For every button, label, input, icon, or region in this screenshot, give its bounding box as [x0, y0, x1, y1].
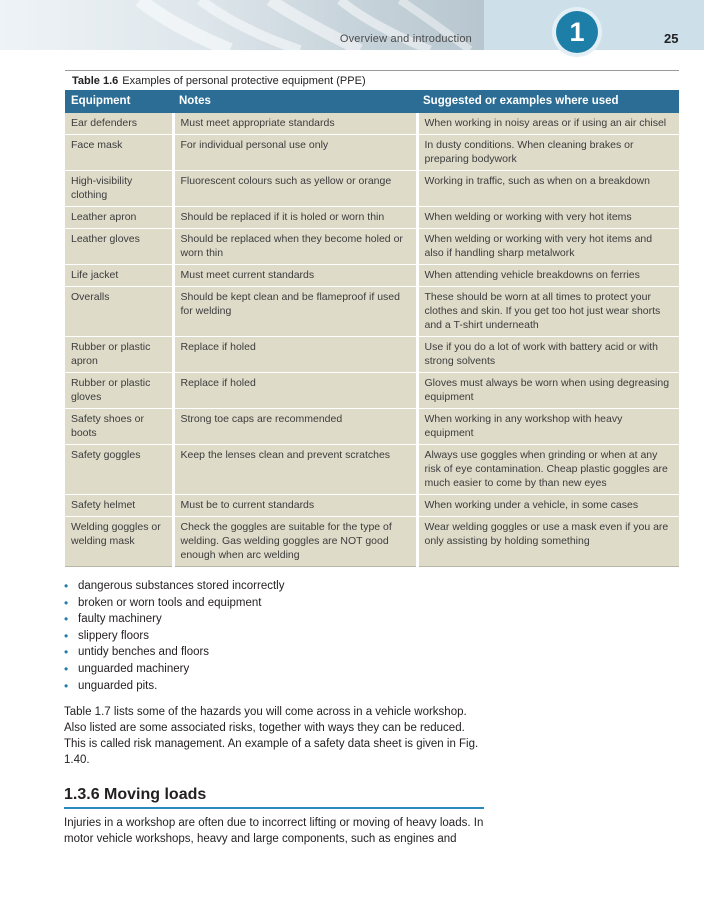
body-paragraph: Table 1.7 lists some of the hazards you will come across in a vehicle workshop. Also listed are some associated risks, together with ways they can be reduced. This is called risk management. An example of a safety data sheet is given in Fig. 1.40. — [64, 706, 479, 766]
cell-equipment: Safety goggles — [65, 445, 173, 495]
cell-equipment: Rubber or plastic apron — [65, 337, 173, 373]
table-row — [65, 265, 679, 287]
cell-where-used: When working in any workshop with heavy equipment — [417, 409, 679, 445]
section-heading: 1.3.6 Moving loads — [64, 786, 207, 803]
bullet-icon: • — [64, 595, 69, 610]
table-row — [65, 113, 679, 135]
list-item — [64, 628, 284, 645]
cell-equipment: Ear defenders — [65, 113, 173, 135]
list-item-text: untidy benches and floors — [78, 646, 210, 659]
list-item-text: broken or worn tools and equipment — [78, 596, 262, 609]
cell-equipment: Overalls — [65, 287, 173, 337]
cell-notes: Keep the lenses clean and prevent scratches — [173, 445, 417, 495]
cell-where-used: Always use goggles when grinding or when at any risk of eye contamination. Cheap plastic goggles are much easier to come by than new eyes — [417, 445, 679, 495]
table-row — [65, 171, 679, 207]
cell-notes: Should be replaced if it is holed or worn thin — [173, 207, 417, 229]
table-header-row — [65, 90, 679, 113]
cell-notes: Strong toe caps are recommended — [173, 409, 417, 445]
list-item — [64, 678, 284, 695]
table-caption-text: Examples of personal protective equipment (PPE) — [122, 75, 366, 87]
bullet-icon: • — [64, 661, 69, 676]
table-row — [65, 445, 679, 495]
table-row — [65, 495, 679, 517]
cell-where-used: When welding or working with very hot items — [417, 207, 679, 229]
list-item-text: unguarded pits. — [78, 679, 158, 692]
cell-notes: Fluorescent colours such as yellow or orange — [173, 171, 417, 207]
cell-where-used: When working under a vehicle, in some cases — [417, 495, 679, 517]
bullet-icon: • — [64, 612, 69, 627]
page-header — [0, 0, 704, 50]
bullet-icon: • — [64, 645, 69, 660]
cell-where-used: Working in traffic, such as when on a breakdown — [417, 171, 679, 207]
cell-where-used: These should be worn at all times to protect your clothes and skin. If you get too hot just wear shorts and a T-shirt underneath — [417, 287, 679, 337]
list-item — [64, 595, 284, 612]
table-label: Table 1.6 — [72, 75, 119, 87]
cell-notes: Should be replaced when they become holed or worn thin — [173, 229, 417, 265]
cell-equipment: Safety shoes or boots — [65, 409, 173, 445]
list-item-text: slippery floors — [78, 629, 149, 642]
running-head: Overview and introduction — [339, 33, 472, 45]
cell-where-used: When welding or working with very hot items and also if handling sharp metalwork — [417, 229, 679, 265]
cell-notes: Replace if holed — [173, 337, 417, 373]
list-item — [64, 661, 284, 678]
ppe-table — [65, 90, 679, 567]
cell-equipment: Leather gloves — [65, 229, 173, 265]
cell-equipment: Welding goggles or welding mask — [65, 517, 173, 567]
cell-where-used: When attending vehicle breakdowns on ferries — [417, 265, 679, 287]
cell-equipment: Face mask — [65, 135, 173, 171]
list-item — [64, 578, 284, 595]
column-header-notes: Notes — [173, 90, 417, 113]
list-item — [64, 644, 284, 661]
column-header-equipment: Equipment — [65, 90, 173, 113]
bullet-icon: • — [64, 678, 69, 693]
column-header-where-used: Suggested or examples where used — [417, 90, 679, 113]
cell-equipment: Leather apron — [65, 207, 173, 229]
section-body: Injuries in a workshop are often due to incorrect lifting or moving of heavy loads. In motor vehicle workshops, heavy and large components, such as engines and — [64, 817, 484, 845]
section-divider — [64, 807, 484, 809]
cell-notes: Should be kept clean and be flameproof if used for welding — [173, 287, 417, 337]
table-row — [65, 337, 679, 373]
cell-notes: Must meet appropriate standards — [173, 113, 417, 135]
table-row — [65, 517, 679, 567]
list-item — [64, 611, 284, 628]
cell-notes: Must be to current standards — [173, 495, 417, 517]
cell-notes: Must meet current standards — [173, 265, 417, 287]
cell-equipment: Rubber or plastic gloves — [65, 373, 173, 409]
cell-where-used: In dusty conditions. When cleaning brakes or preparing bodywork — [417, 135, 679, 171]
list-item-text: faulty machinery — [78, 613, 162, 626]
cell-notes: Check the goggles are suitable for the type of welding. Gas welding goggles are NOT good enough when arc welding — [173, 517, 417, 567]
cell-where-used: Gloves must always be worn when using degreasing equipment — [417, 373, 679, 409]
divider — [65, 70, 679, 71]
chapter-badge: 1 — [556, 11, 598, 53]
table-row — [65, 207, 679, 229]
cell-notes: For individual personal use only — [173, 135, 417, 171]
cell-equipment: High-visibility clothing — [65, 171, 173, 207]
table-caption — [72, 75, 366, 87]
bullet-icon: • — [64, 628, 69, 643]
cell-notes: Replace if holed — [173, 373, 417, 409]
table-row — [65, 373, 679, 409]
hazard-list — [64, 578, 284, 694]
list-item-text: unguarded machinery — [78, 662, 190, 675]
cell-where-used: When working in noisy areas or if using an air chisel — [417, 113, 679, 135]
table-row — [65, 229, 679, 265]
bullet-icon: • — [64, 579, 69, 593]
table-row — [65, 409, 679, 445]
table-row — [65, 135, 679, 171]
cell-equipment: Life jacket — [65, 265, 173, 287]
table-row — [65, 287, 679, 337]
list-item-text: dangerous substances stored incorrectly — [78, 580, 285, 592]
cell-equipment: Safety helmet — [65, 495, 173, 517]
page-number: 25 — [664, 31, 679, 46]
cell-where-used: Use if you do a lot of work with battery acid or with strong solvents — [417, 337, 679, 373]
cell-where-used: Wear welding goggles or use a mask even if you are only assisting by holding something — [417, 517, 679, 567]
